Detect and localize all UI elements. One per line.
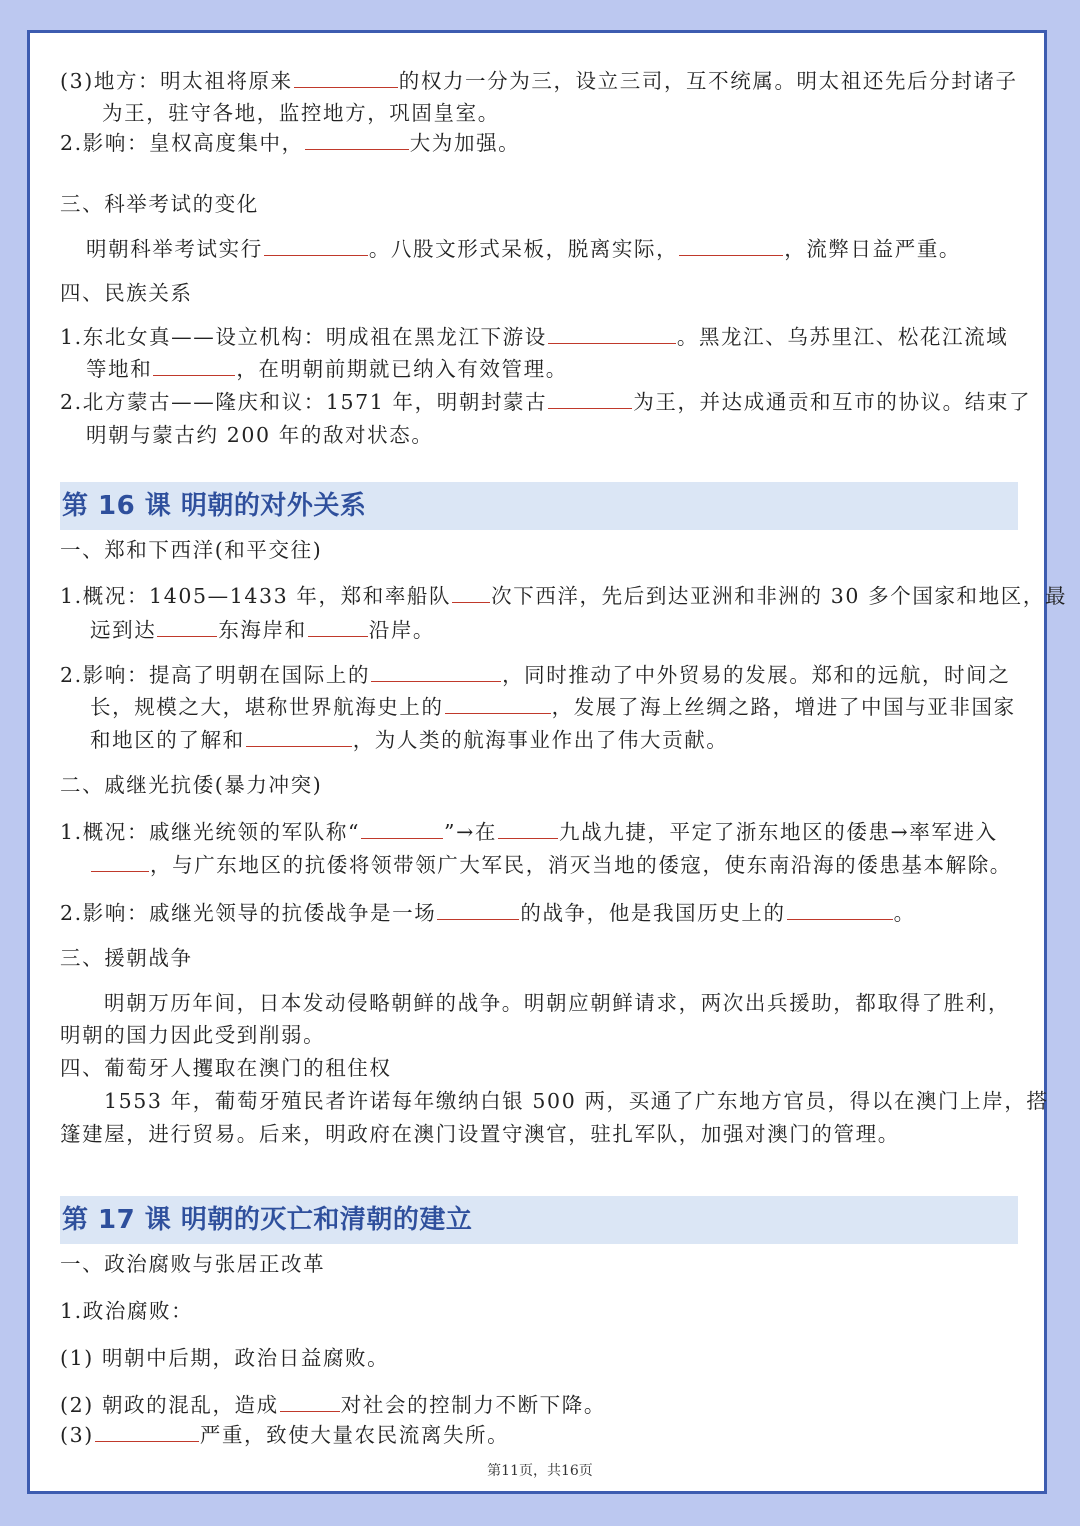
blank[interactable]	[305, 129, 409, 150]
l17-item1: (1) 明朝中后期，政治日益腐败。	[60, 1346, 390, 1370]
blank[interactable]	[548, 323, 676, 344]
blank[interactable]	[280, 1391, 340, 1412]
blank[interactable]	[361, 818, 443, 839]
l16-heading-qi: 二、戚继光抗倭(暴力冲突)	[60, 773, 323, 797]
blank[interactable]	[498, 818, 558, 839]
l16-heading-korea: 三、援朝战争	[60, 946, 193, 970]
l16-macau-p2: 篷建屋，进行贸易。后来，明政府在澳门设置守澳官，驻扎军队，加强对澳门的管理。	[60, 1122, 900, 1146]
l16-zhenghe-line: 1.概况：1405—1433 年，郑和率船队 次下西洋，先后到达亚洲和非洲的 30 多个国家和地区，最	[60, 584, 1068, 608]
impact-line: 2.影响：皇权高度集中， 大为加强。	[60, 131, 521, 155]
blank[interactable]	[264, 235, 368, 256]
blank[interactable]	[153, 355, 235, 376]
blank[interactable]	[548, 388, 632, 409]
blank[interactable]	[91, 851, 149, 872]
l16-qi-cont: ，与广东地区的抗倭将领带领广大军民，消灭当地的倭寇，使东南沿海的倭患基本解除。	[90, 850, 1012, 880]
lesson-16-title: 第 16 课 明朝的对外关系	[60, 482, 1018, 530]
l16-heading-zhenghe: 一、郑和下西洋(和平交往)	[60, 538, 323, 562]
l16-korea-p1: 明朝万历年间，日本发动侵略朝鲜的战争。明朝应朝鲜请求，两次出兵援助，都取得了胜利，	[104, 991, 1011, 1015]
l17-heading-corruption: 一、政治腐败与张居正改革	[60, 1252, 326, 1276]
blank[interactable]	[157, 616, 217, 637]
l16-heading-macau: 四、葡萄牙人攫取在澳门的租住权	[60, 1056, 392, 1080]
l16-macau-p1: 1553 年，葡萄牙殖民者许诺每年缴纳白银 500 两，买通了广东地方官员，得以在澳门上岸，搭	[104, 1089, 1049, 1113]
l17-corruption-title: 1.政治腐败：	[60, 1299, 194, 1323]
blank[interactable]	[95, 1421, 199, 1442]
nuzhen-line: 1.东北女真——设立机构：明成祖在黑龙江下游设 。黑龙江、乌苏里江、松花江流域	[60, 325, 1009, 349]
l16-impact-line: 2.影响：提高了明朝在国际上的 ，同时推动了中外贸易的发展。郑和的远航，时间之	[60, 663, 1011, 687]
l16-qi-line: 1.概况：戚继光统领的军队称“ ”→在 九战九捷，平定了浙东地区的倭患→率军进入	[60, 820, 998, 844]
nuzhen-cont: 等地和 ，在明朝前期就已纳入有效管理。	[86, 357, 568, 381]
blank[interactable]	[787, 899, 893, 920]
l16-korea-p2: 明朝的国力因此受到削弱。	[60, 1023, 326, 1047]
page-content	[60, 0, 1068, 1526]
blank[interactable]	[445, 693, 551, 714]
blank[interactable]	[308, 616, 368, 637]
l17-item2: (2) 朝政的混乱，造成 对社会的控制力不断下降。	[60, 1393, 606, 1417]
l16-zhenghe-cont: 远到达 东海岸和 沿岸。	[90, 618, 436, 642]
exam-line: 明朝科举考试实行 。八股文形式呆板，脱离实际， ，流弊日益严重。	[86, 237, 962, 261]
section-heading-exam: 三、科举考试的变化	[60, 192, 259, 216]
section-heading-ethnic: 四、民族关系	[60, 281, 193, 305]
blank[interactable]	[679, 235, 783, 256]
lesson-17-title: 第 17 课 明朝的灭亡和清朝的建立	[60, 1196, 1018, 1244]
local-admin-cont: 为王，驻守各地，监控地方，巩固皇室。	[102, 101, 500, 125]
l16-impact-cont2: 和地区的了解和 ，为人类的航海事业作出了伟大贡献。	[90, 728, 729, 752]
l16-impact-cont1: 长，规模之大，堪称世界航海史上的 ，发展了海上丝绸之路，增进了中国与亚非国家	[90, 695, 1016, 719]
local-admin-line: (3)地方：明太祖将原来 的权力一分为三，设立三司，互不统属。明太祖还先后分封诸子	[60, 69, 1018, 93]
blank[interactable]	[452, 582, 490, 603]
blank[interactable]	[246, 726, 352, 747]
page-number: 第11页，共16页	[487, 1463, 593, 1479]
l16-qi-impact: 2.影响：戚继光领导的抗倭战争是一场 的战争，他是我国历史上的 。	[60, 901, 916, 925]
mongol-line: 2.北方蒙古——隆庆和议：1571 年，明朝封蒙古 为王，并达成通贡和互市的协议。结束了	[60, 390, 1032, 414]
mongol-cont: 明朝与蒙古约 200 年的敌对状态。	[86, 423, 434, 447]
blank[interactable]	[294, 67, 398, 88]
blank[interactable]	[437, 899, 519, 920]
blank[interactable]	[371, 661, 501, 682]
l17-item3: (3) 严重，致使大量农民流离失所。	[60, 1423, 510, 1447]
